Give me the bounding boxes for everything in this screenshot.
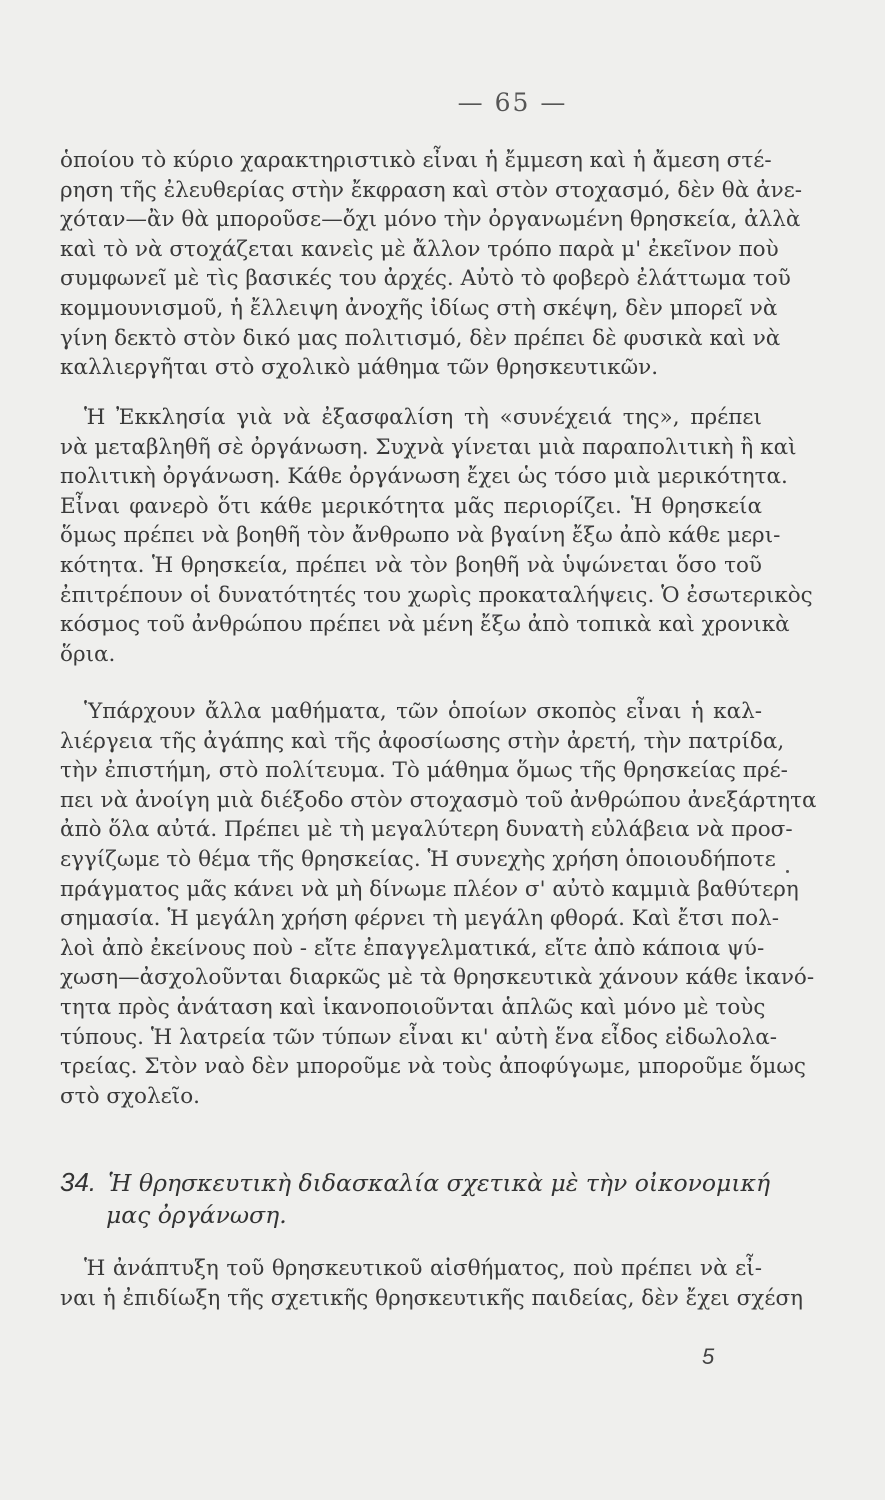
text-line: στὸ σχολεῖο. [60,1083,200,1109]
text-line: Ἡ Ἐκκλησία γιὰ νὰ ἐξασφαλίση τὴ «συνέχειά της», πρέπει [84,405,762,430]
text-line: ναι ἡ ἐπιδίωξη τῆς σχετικῆς θρησκευτικῆς παιδείας, δὲν ἔχει σχέση [60,1285,804,1311]
paragraph-1 [60,146,803,383]
text-line: Εἶναι φανερὸ ὅτι κάθε μερικότητα μᾶς περιορίζει. Ἡ θρησκεία [60,493,762,519]
text-line: ὁποίου τὸ κύριο χαρακτηριστικὸ εἶναι ἡ ἔμμεση καὶ ἡ ἄμεση στέ- [60,148,772,173]
text-line: σημασία. Ἡ μεγάλη χρήση φέρνει τὴ μεγάλη φθορά. Καὶ ἔτσι πολ- [60,906,779,932]
text-line: λοὶ ἀπὸ ἐκείνους ποὺ - εἴτε ἐπαγγελματικά, εἴτε ἀπὸ κάποια ψύ- [60,935,765,961]
section-title-part-1: Ἡ θρησκευτικὴ διδασκαλία σχετικὰ μὲ τὴν οἰκονομική [108,1169,771,1197]
text-line: ὅρια. [60,641,116,667]
paragraph-4 [60,1254,804,1313]
text-line: καὶ τὸ νὰ στοχάζεται κανεὶς μὲ ἄλλον τρόπο παρὰ μ' ἐκεῖνον ποὺ [60,236,779,262]
text-line: ἐπιτρέπουν οἱ δυνατότητές του χωρὶς προκαταλήψεις. Ὁ ἐσωτερικὸς [60,582,813,608]
text-line: γίνη δεκτὸ στὸν δικό μας πολιτισμό, δὲν πρέπει δὲ φυσικὰ καὶ νὰ [60,325,781,351]
text-line: ρηση τῆς ἐλευθερίας στὴν ἔκφραση καὶ στὸν στοχασμό, δὲν θὰ ἀνε- [60,177,803,203]
signature-mark: 5 [702,1344,715,1369]
section-number: 34. [60,1167,97,1197]
text-line: συμφωνεῖ μὲ τὶς βασικές του ἀρχές. Αὐτὸ τὸ φοβερὸ ἐλάττωμα τοῦ [60,266,791,292]
text-line: καλλιεργῆται στὸ σχολικὸ μάθημα τῶν θρησκευτικῶν. [60,355,659,381]
text-line: τρείας. Στὸν ναὸ δὲν μποροῦμε νὰ τοὺς ἀποφύγωμε, μποροῦμε ὅμως [60,1054,806,1080]
paragraph-2 [60,403,813,669]
text-line: τὴν ἐπιστήμη, στὸ πολίτευμα. Τὸ μάθημα ὅμως τῆς θρησκείας πρέ- [60,758,788,784]
section-heading [60,1166,771,1232]
text-line: χόταν—ἂν θὰ μποροῦσε—ὄχι μόνο τὴν ὀργανωμένη θρησκεία, ἀλλὰ [60,207,801,233]
text-line: Ὑπάρχουν ἄλλα μαθήματα, τῶν ὁποίων σκοπὸς εἶναι ἡ καλ- [84,699,762,724]
text-line: κότητα. Ἡ θρησκεία, πρέπει νὰ τὸν βοηθῆ νὰ ὑψώνεται ὅσο τοῦ [60,552,762,578]
text-line: τητα πρὸς ἀνάταση καὶ ἱκανοποιοῦνται ἁπλῶς καὶ μόνο μὲ τοὺς [60,994,766,1020]
print-speck [786,870,789,873]
text-line: ὅμως πρέπει νὰ βοηθῆ τὸν ἄνθρωπο νὰ βγαίνη ἔξω ἀπὸ κάθε μερι- [60,523,781,549]
text-line: χωση—ἀσχολοῦνται διαρκῶς μὲ τὰ θρησκευτικὰ χάνουν κάθε ἱκανό- [60,965,815,991]
text-line: νὰ μεταβληθῆ σὲ ὀργάνωση. Συχνὰ γίνεται μιὰ παραπολιτικὴ ἢ καὶ [60,434,797,460]
text-line: εγγίζωμε τὸ θέμα τῆς θρησκείας. Ἡ συνεχὴς χρήση ὁποιουδήποτε [60,846,776,872]
text-line: κόσμος τοῦ ἀνθρώπου πρέπει νὰ μένη ἔξω ἀπὸ τοπικὰ καὶ χρονικὰ [60,612,790,638]
paragraph-3 [60,697,817,1111]
text-line: ἀπὸ ὅλα αὐτά. Πρέπει μὲ τὴ μεγαλύτερη δυνατὴ εὐλάβεια νὰ προσ- [60,817,793,843]
text-line: τύπους. Ἡ λατρεία τῶν τύπων εἶναι κι' αὐτὴ ἕνα εἶδος εἰδωλολα- [60,1024,777,1050]
text-line: πει νὰ ἀνοίγη μιὰ διέξοδο στὸν στοχασμὸ τοῦ ἀνθρώπου ἀνεξάρτητα [60,787,817,813]
section-title-part-2: μας ὀργάνωση. [106,1201,287,1229]
text-line: πολιτικὴ ὀργάνωση. Κάθε ὀργάνωση ἔχει ὡς τόσο μιὰ μερικότητα. [60,464,788,490]
page-number: — 65 — [457,88,568,117]
text-line: κομμουνισμοῦ, ἡ ἔλλειψη ἀνοχῆς ἰδίως στὴ σκέψη, δὲν μπορεῖ νὰ [60,295,778,321]
text-line: Ἡ ἀνάπτυξη τοῦ θρησκευτικοῦ αἰσθήματος, ποὺ πρέπει νὰ εἶ- [84,1256,762,1281]
text-line: λιέργεια τῆς ἀγάπης καὶ τῆς ἀφοσίωσης στὴν ἀρετή, τὴν πατρίδα, [60,728,785,754]
text-line: πράγματος μᾶς κάνει νὰ μὴ δίνωμε πλέον σ' αὐτὸ καμμιὰ βαθύτερη [60,876,799,902]
section-heading-line-1 [60,1166,771,1199]
